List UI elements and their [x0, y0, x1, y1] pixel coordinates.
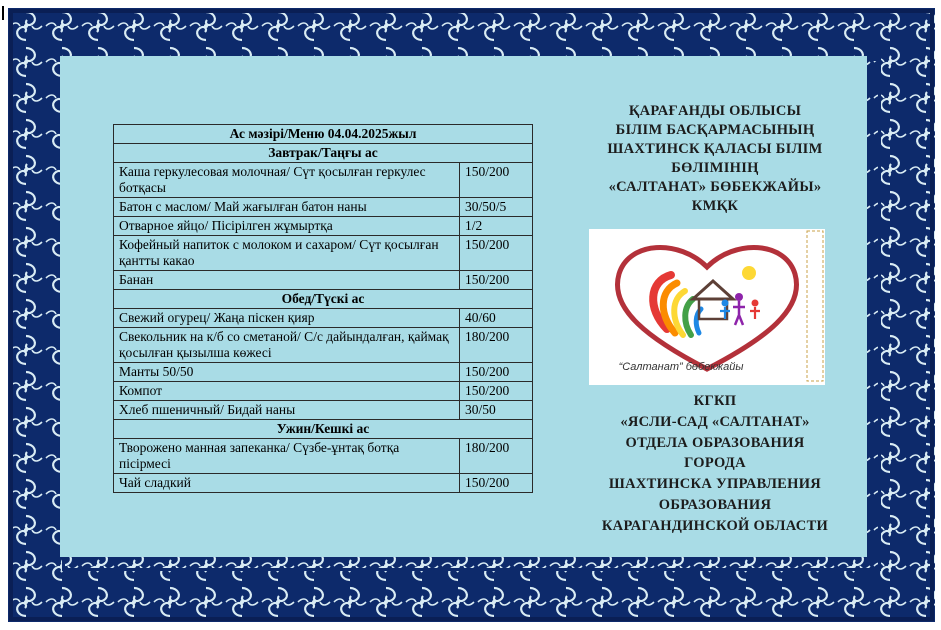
org-ru-line: ОТДЕЛА ОБРАЗОВАНИЯ [625, 434, 805, 451]
portion-size: 150/200 [460, 474, 533, 493]
org-kz-line: ШАХТИНСК ҚАЛАСЫ БІЛІМ [607, 141, 823, 157]
dish-name: Свекольник на к/б со сметаной/ С/с дайындалған, қаймақ қосылған қызылша көжесі [114, 328, 460, 363]
kindergarten-logo [589, 229, 825, 385]
dish-name: Кофейный напиток с молоком и сахаром/ Сүт қосылған қантты какао [114, 236, 460, 271]
portion-size: 180/200 [460, 439, 533, 474]
org-ru-line: ШАХТИНСКА УПРАВЛЕНИЯ [608, 476, 822, 493]
org-ru-line: КГКП [693, 393, 737, 409]
org-name-russian [585, 391, 845, 537]
dish-name: Компот [114, 382, 460, 401]
org-kz-line: КМҚК [691, 198, 739, 214]
menu-item-row [114, 401, 533, 420]
org-ru-line: ГОРОДА [684, 455, 746, 472]
org-kz-line: БӨЛІМІНІҢ [671, 160, 759, 176]
dish-name: Свежий огурец/ Жаңа піскен қияр [114, 309, 460, 328]
menu-table [113, 124, 533, 493]
dish-name: Отварное яйцо/ Пісірілген жұмыртқа [114, 217, 460, 236]
org-ru-line: «ЯСЛИ-САД «САЛТАНАТ» [620, 413, 810, 430]
portion-size: 150/200 [460, 236, 533, 271]
dish-name: Чай сладкий [114, 474, 460, 493]
menu-item-row [114, 328, 533, 363]
portion-size: 40/60 [460, 309, 533, 328]
menu-item-row [114, 309, 533, 328]
portion-size: 1/2 [460, 217, 533, 236]
dish-name: Хлеб пшеничный/ Бидай наны [114, 401, 460, 420]
menu-section-row [114, 420, 533, 439]
menu-item-row [114, 439, 533, 474]
menu-title: Ас мәзірі/Меню 04.04.2025жыл [114, 125, 533, 144]
menu-section-title: Завтрак/Таңғы ас [114, 144, 533, 163]
text-cursor [2, 6, 4, 20]
menu-item-row [114, 474, 533, 493]
org-ru-line: ОБРАЗОВАНИЯ [658, 496, 772, 513]
menu-title-row [114, 125, 533, 144]
menu-section-row [114, 290, 533, 309]
menu-item-row [114, 217, 533, 236]
menu-section-title: Обед/Түскі ас [114, 290, 533, 309]
portion-size: 180/200 [460, 328, 533, 363]
dish-name: Банан [114, 271, 460, 290]
logo-caption: “Салтанат” бөбекжайы [618, 361, 744, 373]
portion-size: 30/50/5 [460, 198, 533, 217]
org-name-kazakh [585, 102, 845, 216]
org-kz-line: ҚАРАҒАНДЫ ОБЛЫСЫ [628, 103, 802, 119]
heart-logo-icon [589, 229, 825, 385]
portion-size: 150/200 [460, 363, 533, 382]
org-ru-line: КАРАГАНДИНСКОЙ ОБЛАСТИ [601, 517, 829, 534]
menu-item-row [114, 198, 533, 217]
portion-size: 150/200 [460, 163, 533, 198]
portion-size: 150/200 [460, 382, 533, 401]
menu-item-row [114, 163, 533, 198]
dish-name: Батон с маслом/ Май жағылған батон наны [114, 198, 460, 217]
dish-name: Твороженo манная запеканка/ Сүзбе-ұнтақ ботқа пісірмесі [114, 439, 460, 474]
portion-size: 30/50 [460, 401, 533, 420]
portion-size: 150/200 [460, 271, 533, 290]
org-kz-line: «САЛТАНАТ» БӨБЕКЖАЙЫ» [608, 179, 822, 195]
menu-item-row [114, 363, 533, 382]
dish-name: Манты 50/50 [114, 363, 460, 382]
menu-section-row [114, 144, 533, 163]
menu-item-row [114, 382, 533, 401]
menu-item-row [114, 271, 533, 290]
org-kz-line: БІЛІМ БАСҚАРМАСЫНЫҢ [615, 122, 815, 138]
menu-section-title: Ужин/Кешкі ас [114, 420, 533, 439]
dish-name: Каша геркулесовая молочная/ Сүт қосылған геркулес ботқасы [114, 163, 460, 198]
menu-item-row [114, 236, 533, 271]
